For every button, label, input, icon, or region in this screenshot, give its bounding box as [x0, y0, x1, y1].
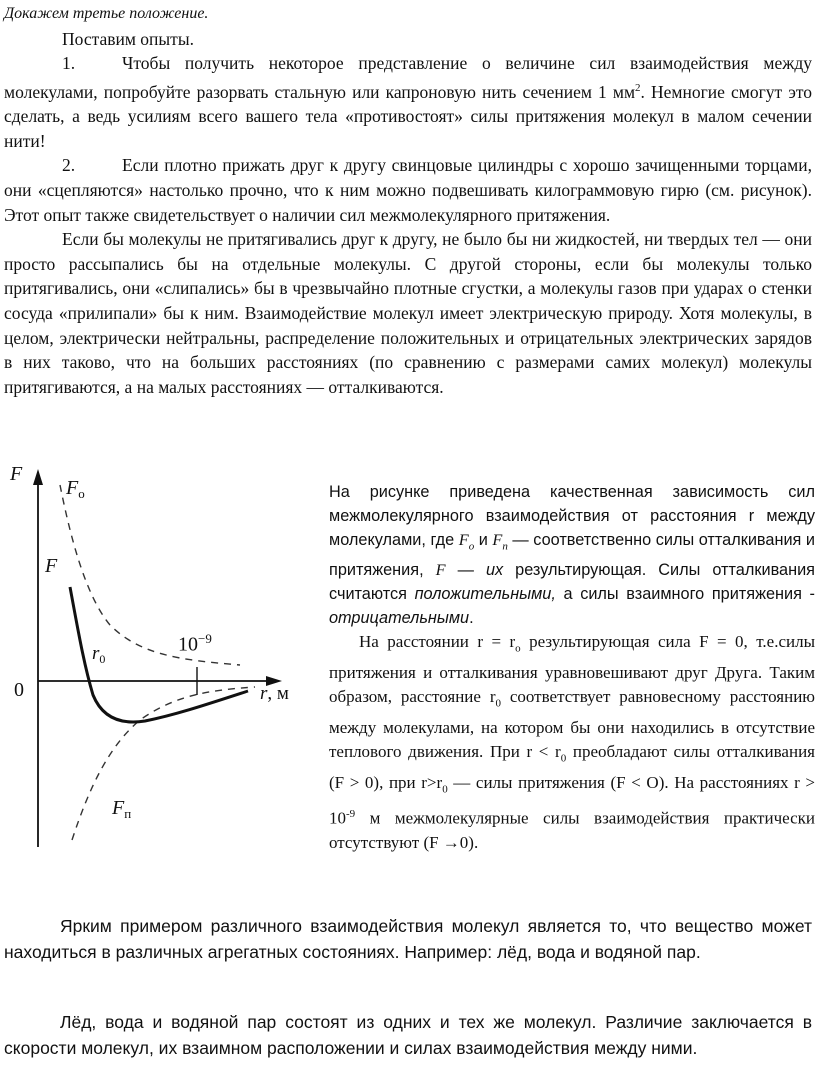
- desc-italic: их: [485, 561, 504, 580]
- force-distance-graph: [0, 455, 310, 855]
- origin-label: 0: [14, 679, 24, 701]
- desc-italic: положительными,: [414, 585, 556, 604]
- explanation-paragraph: Если бы молекулы не притягивались друг к другу, не было бы ни жидкостей, ни твердых тел — они просто рассыпались бы на отдельные молекулы. С другой стороны, если бы молекулы только притягивались, они «слипались» бы в чрезвычайно плотные сгустки, а молекулы газов при ударах о стенки сосуда «прилипали» бы к ним. Взаимодействие молекул имеет электрическую природу. Хотя молекулы, в целом, электрически нейтральны, распределение положительных и отрицательных электрических зарядов в них таково, что на больших расстояниях (по сравнению с размерами самих молекул) молекулы притягиваются, а на малых расстояниях — отталкиваются.: [4, 229, 812, 397]
- fn-sub: n: [502, 540, 508, 553]
- f-symbol: F: [435, 560, 446, 580]
- fo-symbol: [458, 530, 475, 553]
- desc-text: результирующая сила F = 0, т.е.силы притяжения и отталкивания уравновешивают друг Друга. Таким образом, расстояние r: [329, 632, 815, 707]
- y-axis-arrow: [33, 469, 43, 485]
- desc-sub: 0: [560, 752, 567, 765]
- desc-sub: 0: [442, 783, 448, 796]
- scale-label-base: 10: [178, 633, 198, 656]
- experiment-1-number: 1.: [62, 53, 76, 74]
- fn-f: F: [492, 530, 503, 549]
- attraction-curve: [72, 687, 255, 840]
- intro-line: Поставим опыты.: [62, 28, 194, 49]
- x-axis-label-var: r: [260, 683, 268, 704]
- repulsion-label-f: F: [66, 477, 79, 499]
- resultant-label: F: [45, 555, 58, 577]
- desc-text: — соответственно силы отталкивания и притяжения,: [329, 531, 815, 580]
- y-axis-label: F: [10, 463, 23, 485]
- experiment-2-number: 2.: [62, 155, 76, 176]
- desc-text: преобладают силы отталкивания (F > 0), при r>r: [329, 742, 815, 792]
- fn-symbol: [492, 530, 508, 553]
- desc-text: На расстоянии r = r: [359, 632, 516, 652]
- repulsion-label: [66, 477, 85, 502]
- fo-f: F: [458, 530, 469, 549]
- r0-label-sub: 0: [99, 652, 106, 667]
- experiment-1-text: Чтобы получить некоторое представление о величине сил взаимодействия между молекулами, попробуйте разорвать стальную или капроновую нить сечением 1 мм: [4, 53, 812, 102]
- desc-text: м межмолекулярные силы взаимодействия практически отсутствуют (F →0).: [329, 808, 815, 852]
- attraction-label: [112, 797, 131, 822]
- experiment-1-sup: 2: [635, 81, 641, 94]
- desc-text: На рисунке приведена качественная зависимость сил межмолекулярного взаимодействия от расстояния r между молекулами, где: [329, 483, 815, 549]
- x-axis-label-unit: , м: [267, 683, 289, 704]
- figure-description: [329, 480, 815, 855]
- scale-label: [178, 631, 212, 657]
- main-text: [4, 2, 812, 399]
- experiment-2: [4, 153, 812, 227]
- desc-text: а силы взаимного притяжения -: [555, 585, 815, 604]
- experiment-1-text-end: . Немногие смогут это сделать, а ведь усилиям всего вашего тела «противостоят» силы притяжения молекул в малом сечении нити!: [4, 81, 812, 151]
- bottom-paragraph-2: [4, 1010, 812, 1061]
- attraction-label-sub: п: [124, 806, 132, 822]
- experiment-1: [4, 51, 812, 153]
- attraction-label-f: F: [112, 797, 125, 819]
- bottom-paragraph-2-text: Лёд, вода и водяной пар состоят из одних и тех же молекул. Различие заключается в скорости молекул, их взаимном расположении и силах взаимодействия между ними.: [4, 1012, 812, 1058]
- graph-drawing: [0, 455, 310, 855]
- scale-label-exp: −9: [198, 631, 212, 646]
- figure-description-p2: [329, 630, 815, 855]
- desc-italic: отрицательными: [329, 609, 470, 628]
- r0-label: [92, 643, 105, 667]
- desc-text: —: [445, 561, 486, 580]
- figure-description-p1: [329, 480, 815, 630]
- desc-text: .: [469, 609, 474, 628]
- r0-label-r: r: [92, 643, 100, 664]
- desc-sup: -9: [346, 807, 356, 820]
- desc-sub: o: [515, 642, 521, 655]
- fo-sub: o: [468, 540, 475, 553]
- repulsion-curve: [60, 485, 240, 665]
- repulsion-label-sub: o: [78, 486, 85, 502]
- desc-text: и: [474, 531, 493, 549]
- desc-text: результирующая. Силы отталкивания считаются: [329, 561, 815, 604]
- section-heading: Докажем третье положение.: [4, 5, 209, 22]
- bottom-paragraph-1: [4, 914, 812, 965]
- desc-text: — силы притяжения (F < O). На расстояниях r > 10: [329, 772, 815, 828]
- bottom-paragraph-1-text: Ярким примером различного взаимодействия молекул является то, что вещество может находиться в различных агрегатных состояниях. Например: лёд, вода и водяной пар.: [4, 916, 812, 962]
- x-axis-label: [260, 683, 289, 705]
- desc-sub: 0: [495, 697, 501, 710]
- desc-text: соответствует равновесному расстоянию между молекулами, на котором бы они находились в отсутствие теплового движения. При r < r: [329, 687, 816, 762]
- experiment-2-text: Если плотно прижать друг к другу свинцовые цилиндры с хорошо зачищенными торцами, они «сцепляются» настолько прочно, что к ним можно подвешивать килограммовую гирю (см. рисунок). Этот опыт также свидетельствует о наличии сил межмолекулярного притяжения.: [4, 155, 812, 225]
